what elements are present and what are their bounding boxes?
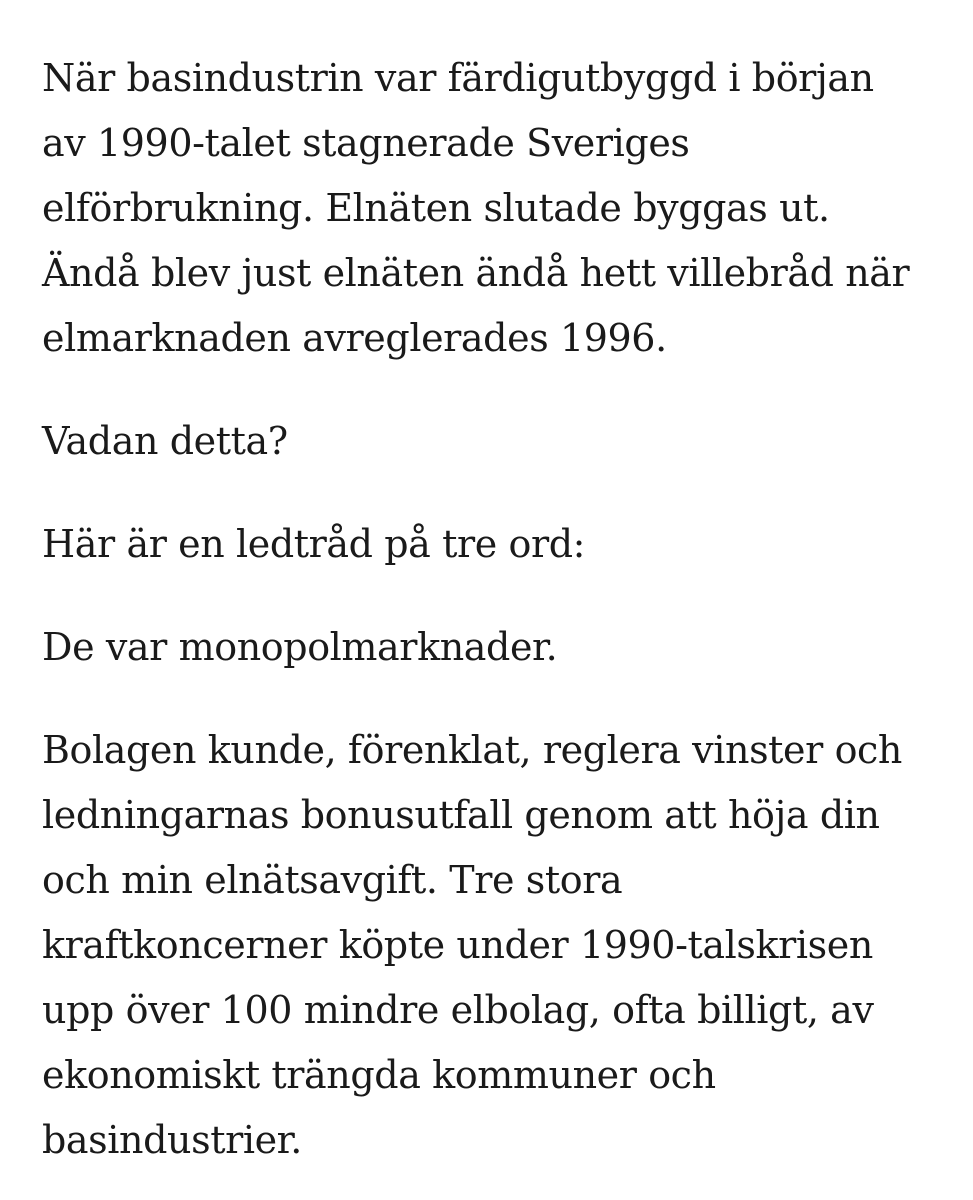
paragraph-explanation <box>42 718 942 1173</box>
text-line: ledningarnas bonusutfall genom att höja din <box>42 793 880 837</box>
text-line: elmarknaden avreglerades 1996. <box>42 316 667 360</box>
text-line: När basindustrin var färdigutbyggd i början <box>42 56 874 100</box>
text-line: och min elnätsavgift. Tre stora <box>42 858 623 902</box>
text-line: Ändå blev just elnäten ändå hett villebråd när <box>42 251 910 295</box>
text-line: Vadan detta? <box>42 419 288 463</box>
text-line: av 1990-talet stagnerade Sveriges <box>42 121 690 165</box>
paragraph-clue <box>42 512 942 577</box>
text-line: kraftkoncerner köpte under 1990-talskrisen <box>42 923 873 967</box>
text-line: elförbrukning. Elnäten slutade byggas ut. <box>42 186 830 230</box>
paragraph-question <box>42 409 942 474</box>
article-body <box>42 46 942 1173</box>
text-line: Här är en ledtråd på tre ord: <box>42 522 586 566</box>
paragraph-answer <box>42 615 942 680</box>
paragraph-intro <box>42 46 942 371</box>
text-line: upp över 100 mindre elbolag, ofta billigt, av <box>42 988 874 1032</box>
text-line: De var monopolmarknader. <box>42 625 558 669</box>
text-line: Bolagen kunde, förenklat, reglera vinster och <box>42 728 903 772</box>
text-line: basindustrier. <box>42 1118 302 1162</box>
text-line: ekonomiskt trängda kommuner och <box>42 1053 716 1097</box>
